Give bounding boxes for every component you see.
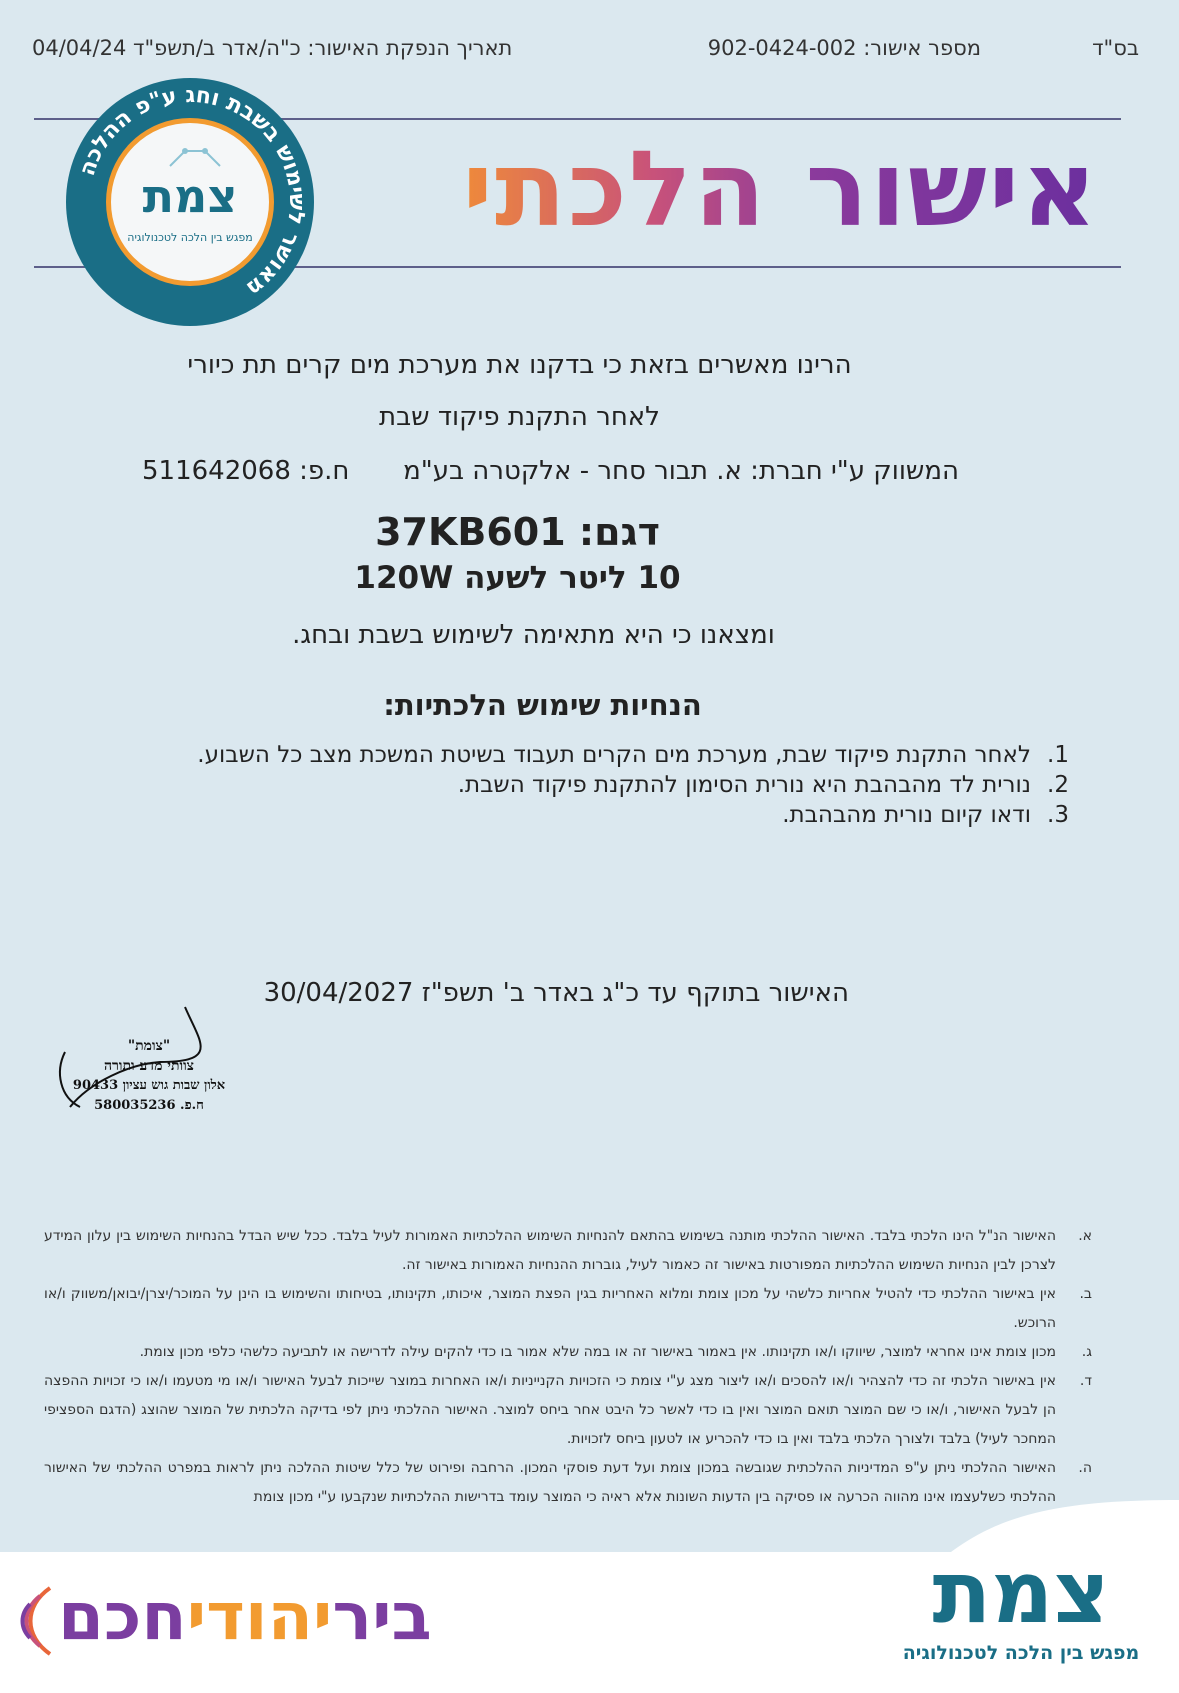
circuit-icon [165,141,225,171]
instruction-item: 1. לאחר התקנת פיקוד שבת, מערכת מים הקרים תעבוד בשיטת המשכת מצב כל השבוע. [197,742,1069,768]
zomet-logo: צמת מפגש בין הלכה לטכנולוגיה [902,1543,1140,1664]
institution-stamp: "צומת" צוותי מדע ותורה אלון שבות גוש עציון 90433 ח.פ. 580035236 [72,1038,226,1113]
seal-subtitle: מפגש בין הלכה לטכנולוגיה [127,231,253,244]
model-number: דגם: 37KB601 [375,510,660,554]
seal-ring-text: מאושר לשימוש בשבת וחג ע"פ ההלכה [74,82,310,301]
document-title: אישור הלכתי [462,128,1099,250]
fine-print-item: א. האישור הנ"ל הינו הלכתי בלבד. האישור ההלכתי מותנה בשימוש בהתאם להנחיות השימוש ההלכתיות האמורות לעיל בלבד. ככל שיש הבדל בהנחיות השימוש בין עלון המידע לצרכן לבין הנחיות השימוש ההלכתיות המפורטות באישור זה כאמור לעיל, גוברות ההנחיות האמורות באישור זה. [44,1228,1092,1273]
model-spec: 10 ליטר לשעה 120W [354,560,681,596]
signal-waves-icon [10,1580,56,1660]
body-line-1: הרינו מאשרים בזאת כי בדקנו את מערכת מים קרים תת כיורי [187,350,852,380]
fine-print-item: ב. אין באישור ההלכתי כדי להטיל אחריות כלשהי על מכון צומת ומלוא האחריות בגין הפצת המוצר, איכותו, תקינותו, בטיחותו והשימוש בו הינן על המוכר/יצרן/יבואן/משווק ו/או הרוכש. [44,1286,1092,1331]
instruction-item: 2. נורית לד מהבהבת היא נורית הסימון להתקנת פיקוד השבת. [457,772,1069,798]
fine-print-item: ה. האישור ההלכתי ניתן ע"פ המדיניות ההלכתית שגובשה במכון צומת ועל דעת פוסקי המכון. הרחבה ופירוט של כלל שיטות ההלכה ניתן לראות במפרט ההלכתי של האישור ההלכתי כשלעצמו אינו מהווה הכרעה או פסיקה בין הדעות השונות אלא ראיה כי המוצר עומד בדרישות ההלכתיות שנקבעו ע"י מכון צומת [44,1460,1092,1505]
approval-number: מספר אישור: 902-0424-002 [707,36,981,60]
body-line-4: ומצאנו כי היא מתאימה לשימוש בשבת ובחג. [292,620,775,650]
validity-date: האישור בתוקף עד כ"ג באדר ב' תשפ"ז 30/04/2027 [263,978,849,1008]
issue-date: תאריך הנפקת האישור: כ"ה/אדר ב/תשפ"ד 04/04/24 [32,36,513,60]
instructions-list [169,740,1069,830]
body-line-2: לאחר התקנת פיקוד שבת [379,402,660,432]
instruction-item: 3. ודאו קיום נורית מהבהבת. [782,802,1069,828]
seal-logo: צמת [142,169,238,223]
fine-print [44,1222,1092,1512]
seal-inner [106,118,274,286]
company-id: ח.פ: 511642068 [142,456,350,486]
instructions-heading: הנחיות שימוש הלכתיות: [383,688,702,722]
approval-seal [66,78,314,326]
bsd-mark: בס"ד [1092,36,1139,60]
fine-print-item: ג. מכון צומת אינו אחראי למוצר, שיווקו ו/או תקינותו. אין באמור באישור זה או במה שלא אמור בו כדי להקים עילה לדרישה או לתביעה כלשהי כלפי מכון צומת. [139,1344,1092,1360]
marketer-company: המשווק ע"י חברת: א. תבור סחר - אלקטרה בע"מ [403,456,959,486]
fine-print-item: ד. אין באישור הלכתי זה כדי להצהיר ו/או להסכים ו/או ליצור מצג ע"י צומת כי הזכויות הקנייניות ו/או האחרות במוצר שייכות לבעל האישור ו/או מי מטעמו ו/או כי זכויות ההפצה הן לבעל האישור, ו/או כי שם המוצר תואם המוצר ואין בו כדי לאשר כל היבט אחר ביחס למוצר. האישור ההלכתי ניתן לפי בדיקה הלכתית של המוצר שהוצג (הדגם הספציפי המחכר לעיל) בלבד ולצורך הלכתי בלבד ואין בו כדי להכריע או לטעון ביחס לזכויות. [44,1373,1092,1447]
brand-logo-left: ביריהודיחכם [14,1578,432,1655]
